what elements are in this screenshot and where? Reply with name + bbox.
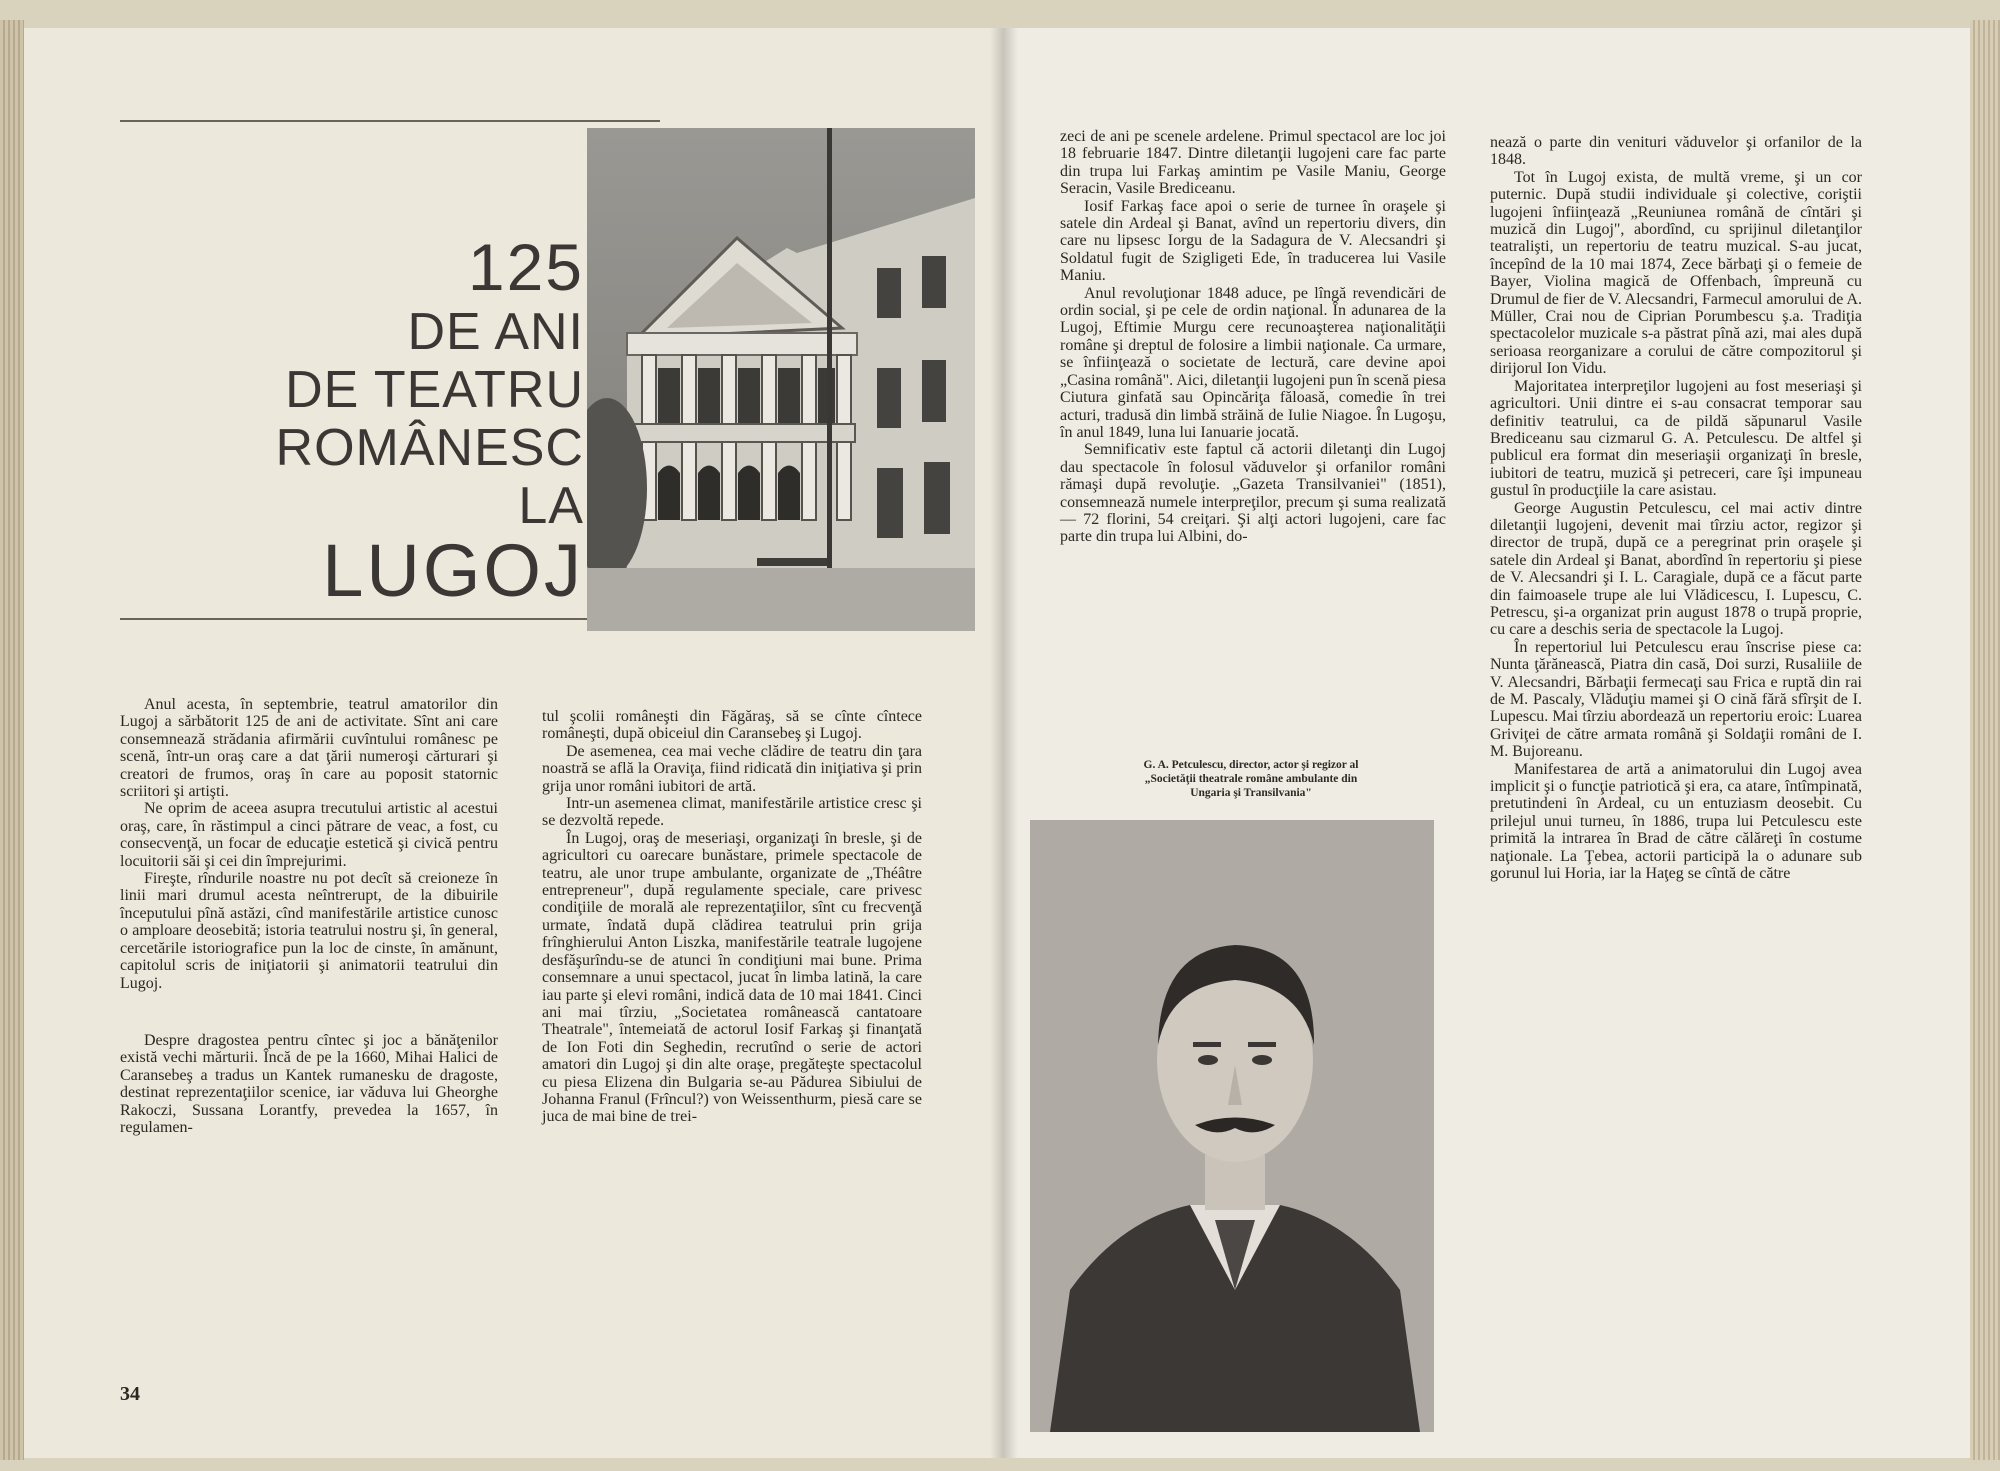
title-line-1: 125 [467, 230, 584, 304]
paragraph: Majoritatea interpreţilor lugojeni au fost meseriaşi şi agricultori. Unii dintre ei s-au consacrat temporar sau definitiv teatrului, ca de pildă săpunarul Vasile Brediceanu sau cizmarul G. A. Petculescu. De altfel şi publicul era format din meseriaşii organizaţi în bresle, iubitori de teatru, muzică şi petreceri, care îşi impuneau gustul în producţiile la care asistau. [1490, 377, 1862, 500]
caption-line-1: G. A. Petculescu, director, actor şi regizor al [1143, 759, 1359, 771]
paragraph: Semnificativ este faptul că actorii diletanţi din Lugoj dau spectacole în folosul văduvelor şi orfanilor români rămaşi după revoluţie. „Gazeta Transilvaniei" (1851), consemnează numele interpreţilor, precum şi suma realizată — 72 florini, 54 creiţari. Şi alţi actori lugojeni, care fac parte din trupa lui Albini, do- [1060, 441, 1446, 546]
right-page-edges [1970, 20, 2000, 1460]
paragraph: Manifestarea de artă a animatorului din Lugoj avea implicit şi o funcţie patriotică şi era, ca atare, întîmpinată, pretutindeni în Ardeal, cu un entuziasm deosebit. Cu prilejul unui turneu, în 1886, trupa lui Petculescu este primită la intrarea în Brad de către călăreţi în costume naţionale. La Ţebea, actorii participă la o adunare sub gorunul lui Horia, iar la Haţeg se cîntă de către [1490, 760, 1862, 883]
theatre-building-photo [587, 128, 975, 631]
title-line-3: DE TEATRU [285, 361, 584, 419]
paragraph: tul şcolii româneşti din Făgăraş, să se cînte cîntece româneşti, după obiceiul din Caransebeş şi Lugoj. [542, 708, 922, 743]
paragraph: În Lugoj, oraş de meseriaşi, organizaţi în bresle, şi de agricultori cu oarecare bunăstare, primele spectacole de teatru, ale unor trupe ambulante, organizate de „Théâtre entrepreneur", după regulamente speciale, care privesc condiţiile de morală ale reprezentaţiilor, sînt cu frecvenţă urmate, îndată după clădirea teatrului prin grija frînghierului Anton Liszka, manifestările teatrale lugojene desfăşurîndu-se de atunci în condiţiuni mai bune. Prima consemnare a unui spectacol, jucat în limba latină, la care iau parte şi elevi români, indică data de 10 mai 1841. Cinci ani mai tîrziu, „Societatea românească cantatoare Theatrale", întemeiată de actorul Iosif Farkaş şi finanţată de Ion Foti din Seghedin, recrutînd o serie de actori amatori din Lugoj şi din alte oraşe, pregăteşte spectacolul cu piesa Elizena din Bulgaria se-au Pădurea Sibiului de Johanna Franul (Frîncul?) von Weissenthurm, piesă care se juca de mai bine de trei- [542, 829, 922, 1126]
paragraph: Anul revoluţionar 1848 aduce, pe lîngă revendicări de ordin social, şi pe cele de ordin naţional. În adunarea de la Lugoj, Eftimie Murgu cere recunoaşterea naţionalităţii române şi dreptul de folosire a limbii naţionale. Ca urmare, se înfiinţează o societate de lectură, care devine apoi „Casina română". Aici, diletanţii lugojeni pun în scenă piesa Ciutura ginfată sau Opincăriţa făloasă, comedie în trei acturi, tradusă din limbă străină de Iulie Niagoe. În Lugoşu, în anul 1849, luna lui Ianuarie jocată. [1060, 284, 1446, 441]
paragraph: Ne oprim de aceea asupra trecutului artistic al acestui oraş, care, în răstimpul a cinci pătrare de veac, a fost, cu consecvenţă, un focar de educaţie estetică şi civică pentru locuitorii săi şi cei din împrejurimi. [120, 800, 498, 870]
top-rule [120, 120, 660, 122]
left-page-edges [0, 20, 24, 1460]
paragraph: nează o parte din venituri văduvelor şi orfanilor de la 1848. [1490, 134, 1862, 169]
paragraph: Anul acesta, în septembrie, teatrul amatorilor din Lugoj a sărbătorit 125 de ani de activitate. Sînt ani care consemnează strădania afirmării cuvîntului românesc pe scenă, într-un oraş care a dat ţării numeroşi cărturari şi creatori de frumos, oraş în care au poposit statornic scriitori şi artişti. [120, 696, 498, 801]
portrait-image [1030, 820, 1434, 1432]
caption-line-3: Ungaria şi Transilvania" [1190, 787, 1312, 799]
left-column-1 [120, 696, 498, 1136]
paragraph: Intr-un asemenea climat, manifestările artistice cresc şi se dezvoltă repede. [542, 795, 922, 830]
left-column-2 [542, 708, 922, 1126]
title-line-6: LUGOJ [322, 529, 584, 612]
paragraph: George Augustin Petculescu, cel mai activ dintre diletanţii lugojeni, devenit mai tîrziu actor, regizor şi director de trupă, după ce a peregrinat prin oraşele şi satele din Ardeal şi Banat, abordînd în repertoriu şi piese de V. Alecsandri şi I. L. Caragiale, după ce a făcut parte din faimoasele trupe ale lui Vlădicescu, I. Lupescu, C. Petrescu, şi-a organizat prin august 1878 o trupă proprie, cu care a deschis seria de spectacole la Lugoj. [1490, 499, 1862, 639]
title-line-2: DE ANI [407, 303, 584, 361]
theatre-building-image [587, 128, 975, 631]
paragraph: Fireşte, rîndurile noastre nu pot decît să creioneze în linii mari drumul acesta neîntrerupt, de la dibuirile începutului pînă astăzi, cînd manifestările artistice cunosc o amploare deosebită; istoria teatrului nostru şi, în general, cercetările istoriografice pun la loc de cinste, în amănunt, capitolul scris de iniţiatorii şi animatorii teatrului din Lugoj. [120, 870, 498, 992]
paragraph: zeci de ani pe scenele ardelene. Primul spectacol are loc joi 18 februarie 1847. Dintre diletanţii lugojeni care fac parte din trupa lui Farkaş amintim pe Vasile Maniu, George Seracin, Vasile Brediceanu. [1060, 128, 1446, 198]
paragraph: De asemenea, cea mai veche clădire de teatru din ţara noastră se află la Oraviţa, fiind ridicată din iniţiativa şi prin grija unor români iubitori de artă. [542, 742, 922, 795]
petculescu-portrait-photo [1030, 820, 1434, 1432]
portrait-caption [1066, 758, 1436, 800]
title-line-5: LA [518, 477, 584, 535]
caption-line-2: „Societăţii theatrale române ambulante din [1144, 773, 1358, 785]
bottom-rule [120, 618, 660, 620]
page-number: 34 [120, 1383, 140, 1405]
article-title [144, 230, 584, 612]
paragraph: Tot în Lugoj exista, de multă vreme, şi un cor puternic. După studii individuale şi colective, coriştii lugojeni înfiinţează „Reuniunea română de cîntări şi muzică din Lugoj", abordînd, cu sprijinul diletanţilor teatralişti, un repertoriu de teatru muzical. S-au jucat, începînd de la 10 mai 1874, Zece bărbaţi şi o femeie de Bayer, Violina magică de Offenbach, împreună cu Drumul de fier de V. Alecsandri, Farmecul amorului de A. Müller, Crai nou de Ciprian Porumbescu ş.a. Tradiţia spectacolelor muzicale s-a păstrat pînă azi, mai ales după serioasa reorganizare a corului de către compozitorul şi dirijorul Ion Vidu. [1490, 168, 1862, 378]
paragraph: Despre dragostea pentru cîntec şi joc a bănăţenilor există vechi mărturii. Încă de pe la 1660, Mihai Halici de Caransebeş a tradus un Kantek rumanesku de dragoste, destinat reprezentaţiilor scenice, iar văduva lui Gheorghe Rakoczi, Sussana Lorantfy, prevedea la 1657, în regulamen- [120, 1031, 498, 1136]
paragraph: Iosif Farkaş face apoi o serie de turnee în oraşele şi satele din Ardeal şi Banat, avînd un repertoriu divers, din care nu lipsesc Iorgu de la Sadagura de V. Alecsandri şi Soldatul fugit de Szigligeti Ede, în traducerea lui Vasile Maniu. [1060, 197, 1446, 285]
right-column-2 [1490, 134, 1862, 882]
right-column-1 [1060, 128, 1446, 546]
title-line-4: ROMÂNESC [275, 419, 584, 477]
paragraph: În repertoriul lui Petculescu erau înscrise piese ca: Nunta ţărănească, Piatra din casă, Doi surzi, Rusaliile de V. Alecsandri, Bărbaţii fermecaţi sau Frica e ruptă din rai de M. Pascaly, Vlăduţiu mamei şi O cină fără sfîrşit de I. Lupescu. Mai tîrziu abordează un repertoriu eroic: Luarea Griviţei de către armata română şi Soldaţii români de I. M. Bujoreanu. [1490, 638, 1862, 761]
